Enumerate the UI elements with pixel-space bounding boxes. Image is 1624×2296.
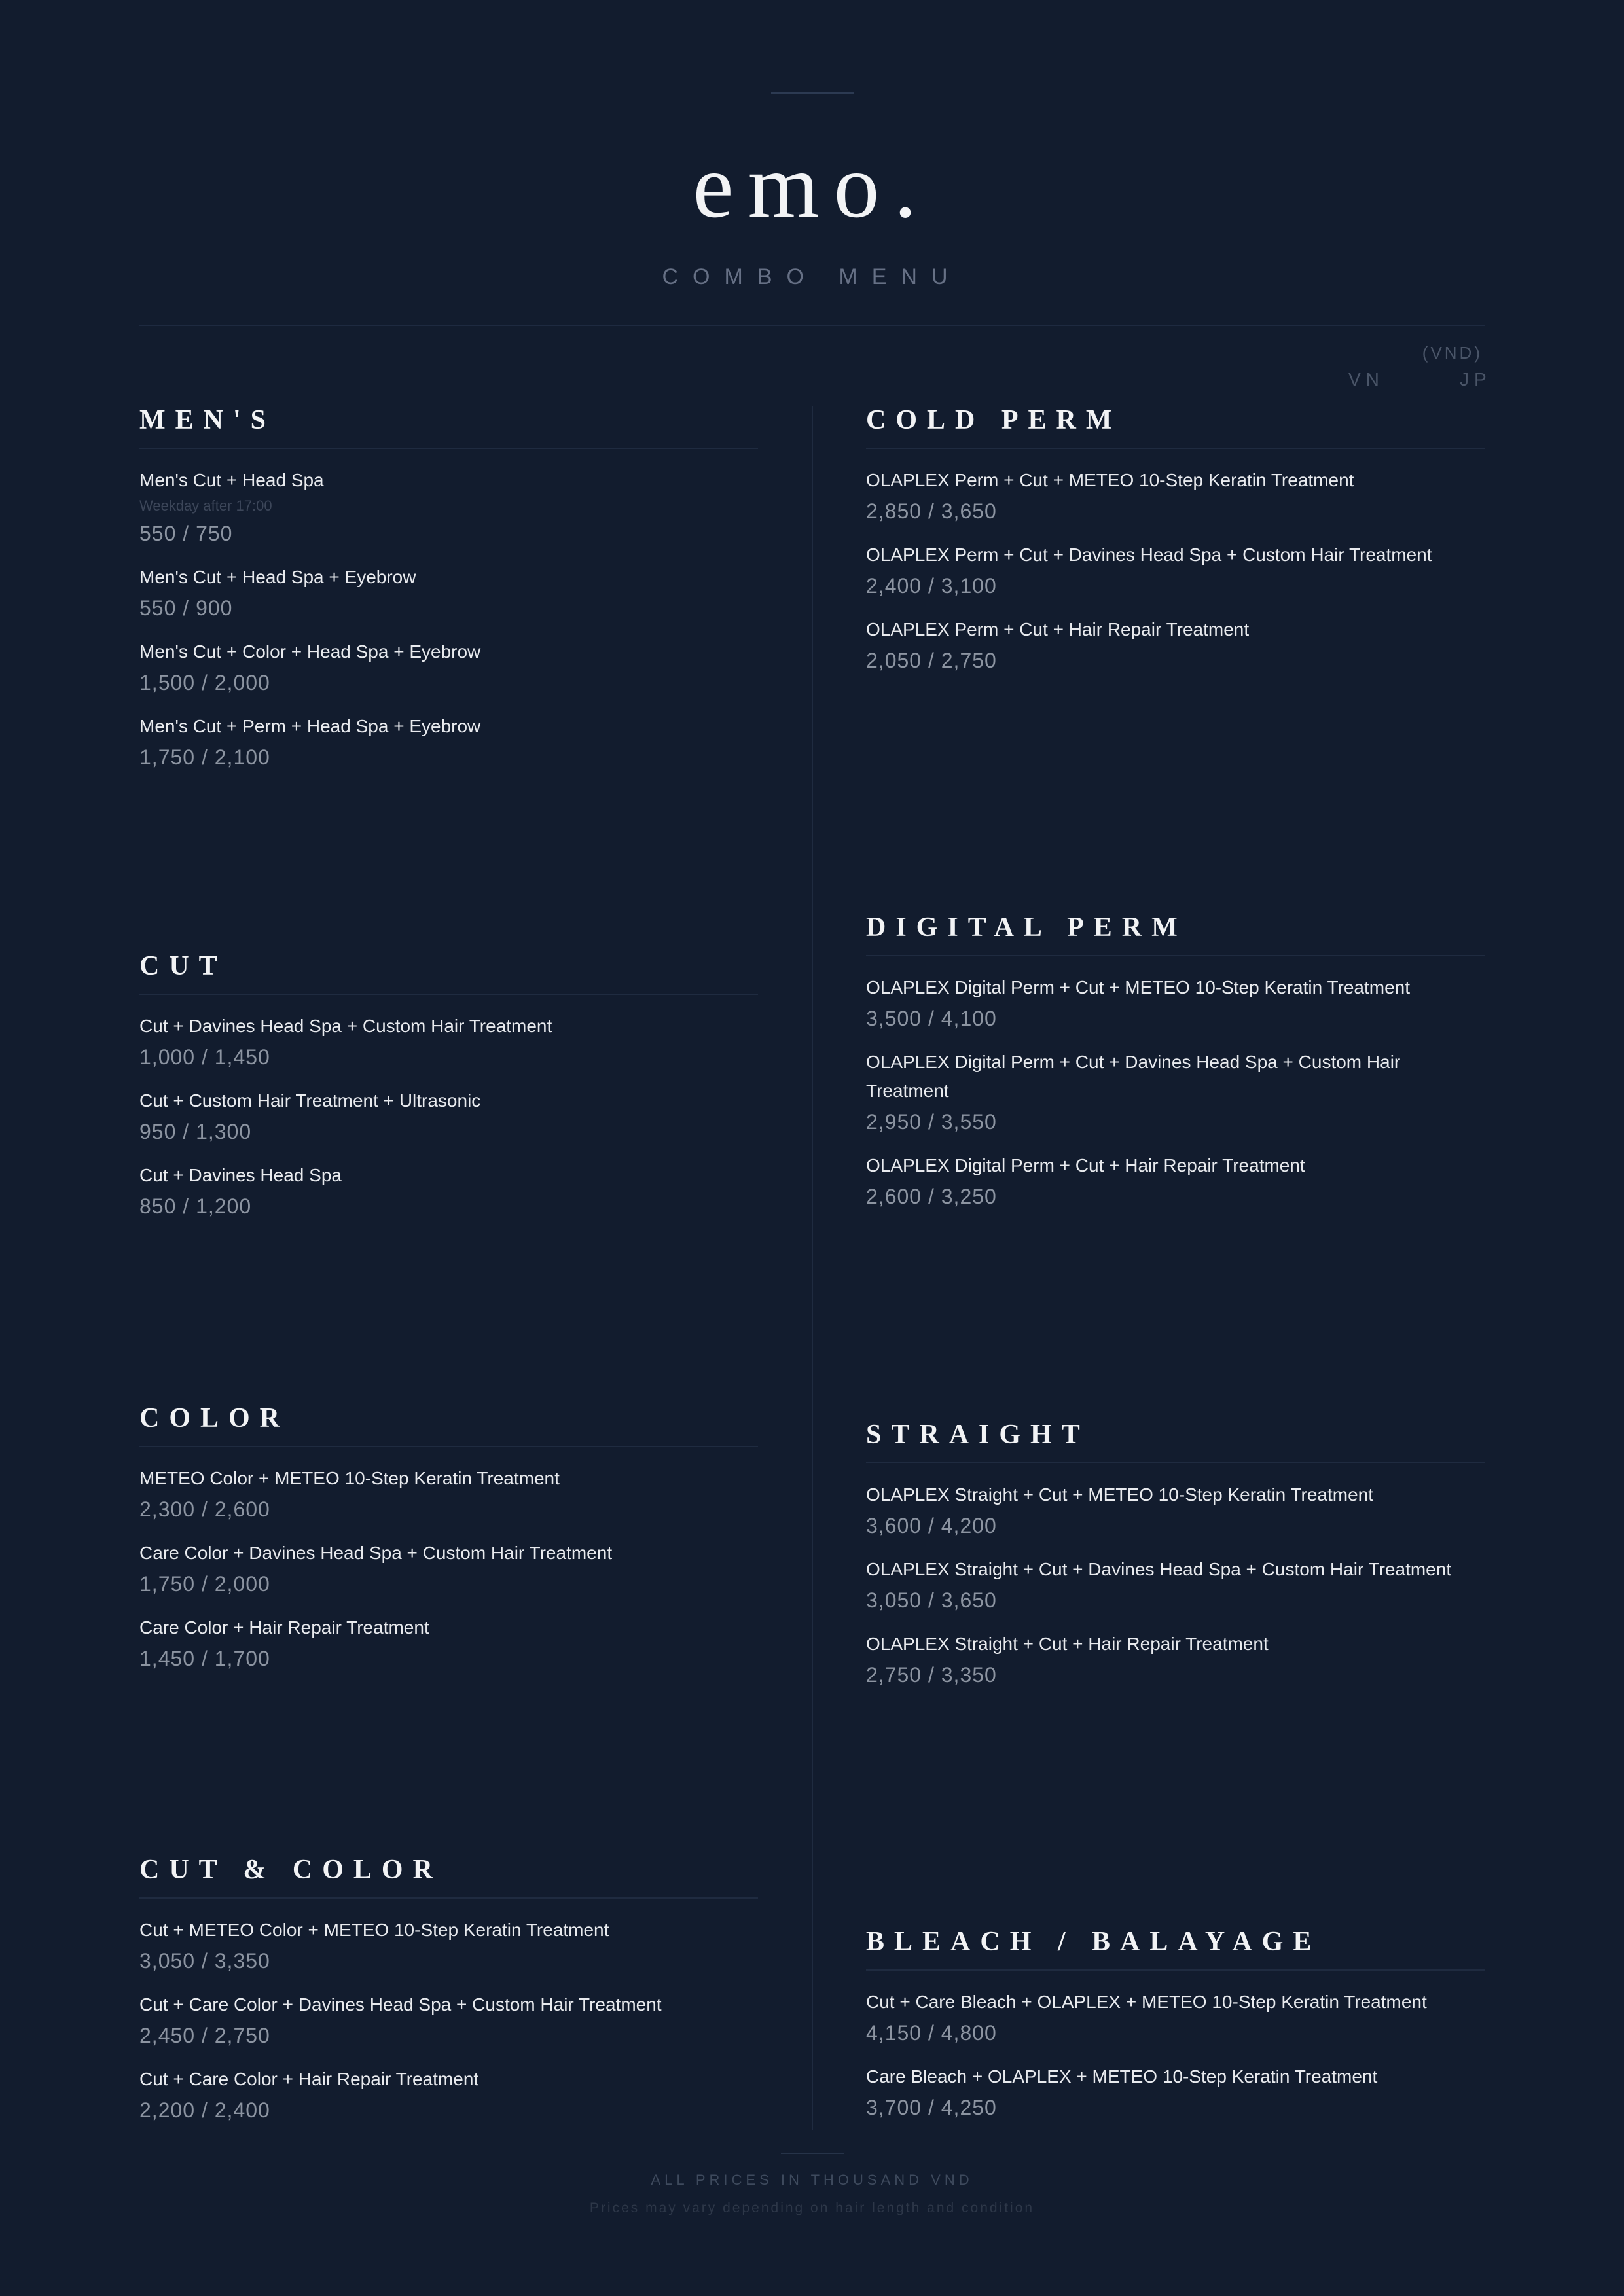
menu-item [139,466,758,550]
item-name: Cut + METEO Color + METEO 10-Step Keratin Treatment [139,1920,609,1941]
item-name: Cut + Custom Hair Treatment + Ultrasonic [139,1090,481,1111]
item-name: Care Color + Davines Head Spa + Custom Hair Treatment [139,1543,613,1564]
section-title: BLEACH / BALAYAGE [866,1926,1485,1971]
item-price: 2,850 / 3,650 [866,499,997,524]
section-title: COLOR [139,1403,758,1447]
item-price: 2,750 / 3,350 [866,1663,997,1687]
item-price: 3,050 / 3,350 [139,1949,270,1973]
section-bleach-balayage [866,1926,1485,2137]
item-price: 2,950 / 3,550 [866,1110,997,1134]
section-title: CUT & COLOR [139,1854,758,1899]
menu-item [866,1555,1485,1617]
item-name: Cut + Care Color + Davines Head Spa + Custom Hair Treatment [139,1994,662,2015]
menu-item [139,1012,758,1073]
item-name: OLAPLEX Perm + Cut + METEO 10-Step Keratin Treatment [866,470,1354,491]
item-price: 4,150 / 4,800 [866,2021,997,2045]
item-price: 1,750 / 2,000 [139,1572,270,1596]
item-name: METEO Color + METEO 10-Step Keratin Treatment [139,1468,560,1489]
item-name: Men's Cut + Color + Head Spa + Eyebrow [139,641,481,662]
footer-price-note: ALL PRICES IN THOUSAND VND [651,2172,973,2188]
item-name: OLAPLEX Straight + Cut + Hair Repair Treatment [866,1634,1269,1655]
section-title: STRAIGHT [866,1419,1485,1463]
item-note: Weekday after 17:00 [139,497,272,514]
menu-item [139,1161,758,1223]
menu-item [866,1048,1485,1138]
item-name: OLAPLEX Perm + Cut + Davines Head Spa + Custom Hair Treatment [866,545,1432,565]
footer-ornament-line [781,2153,844,2154]
menu-item [139,563,758,624]
item-name: Men's Cut + Head Spa + Eyebrow [139,567,416,588]
item-name: OLAPLEX Perm + Cut + Hair Repair Treatment [866,619,1250,640]
menu-item [139,1464,758,1526]
item-name: Cut + Care Bleach + OLAPLEX + METEO 10-Step Keratin Treatment [866,1992,1427,2013]
item-price: 2,300 / 2,600 [139,1498,270,1522]
item-price: 1,000 / 1,450 [139,1045,270,1069]
item-price: 850 / 1,200 [139,1194,252,1219]
menu-item [866,1988,1485,2049]
item-price: 550 / 900 [139,596,233,620]
price-column-vn: VN [1348,369,1384,389]
item-price: 2,200 / 2,400 [139,2098,270,2123]
menu-item [139,637,758,699]
menu-item [139,1990,758,2052]
item-price: 3,050 / 3,650 [866,1588,997,1613]
item-price: 2,600 / 3,250 [866,1185,997,1209]
item-price: 1,750 / 2,100 [139,745,270,770]
item-name: OLAPLEX Straight + Cut + Davines Head Spa + Custom Hair Treatment [866,1559,1452,1580]
item-name: Care Bleach + OLAPLEX + METEO 10-Step Keratin Treatment [866,2066,1378,2087]
top-ornament-line [771,92,854,94]
menu-item [866,1151,1485,1213]
menu-item [139,1086,758,1148]
item-price: 1,450 / 1,700 [139,1647,270,1671]
menu-item [139,712,758,774]
item-price: 3,600 / 4,200 [866,1514,997,1538]
section-cut [139,950,758,1236]
item-price: 2,050 / 2,750 [866,649,997,673]
item-name: OLAPLEX Straight + Cut + METEO 10-Step Keratin Treatment [866,1484,1374,1505]
menu-item [866,541,1485,602]
item-name: OLAPLEX Digital Perm + Cut + Davines Head Spa + Custom Hair Treatment [866,1052,1401,1102]
item-name: OLAPLEX Digital Perm + Cut + METEO 10-Step Keratin Treatment [866,977,1411,998]
item-price: 1,500 / 2,000 [139,671,270,695]
item-price: 550 / 750 [139,522,233,546]
item-price: 3,700 / 4,250 [866,2096,997,2120]
section-cold-perm [866,404,1485,690]
item-price: 2,400 / 3,100 [866,574,997,598]
footer-disclaimer: Prices may vary depending on hair length and condition [589,2200,1035,2215]
section-cut-color [139,1854,758,2140]
section-title: CUT [139,950,758,995]
item-price: 2,450 / 2,750 [139,2024,270,2048]
item-name: Men's Cut + Head Spa [139,470,324,491]
menu-item [139,1613,758,1675]
item-price: 950 / 1,300 [139,1120,252,1144]
price-column-jp: JP [1460,369,1492,389]
menu-item [866,466,1485,528]
menu-item [866,1630,1485,1691]
section-title: COLD PERM [866,404,1485,449]
section-digital-perm [866,912,1485,1226]
currency-label: (VND) [1422,343,1483,363]
header-divider [139,325,1485,326]
menu-item [866,615,1485,677]
item-name: OLAPLEX Digital Perm + Cut + Hair Repair Treatment [866,1155,1305,1176]
item-name: Cut + Care Color + Hair Repair Treatment [139,2069,479,2090]
menu-subtitle: COMBO MENU [662,264,962,289]
column-divider [812,406,813,2130]
item-name: Cut + Davines Head Spa + Custom Hair Treatment [139,1016,552,1037]
menu-item [139,1916,758,1977]
menu-item [866,2062,1485,2124]
section-straight [866,1419,1485,1704]
menu-item [866,973,1485,1035]
menu-item [139,2065,758,2126]
section-title: DIGITAL PERM [866,912,1485,956]
item-name: Cut + Davines Head Spa [139,1165,342,1186]
item-name: Care Color + Hair Repair Treatment [139,1617,429,1638]
menu-item [866,1480,1485,1542]
brand-logo: emo. [693,135,931,237]
section-color [139,1403,758,1688]
item-price: 3,500 / 4,100 [866,1007,997,1031]
section-title: MEN'S [139,404,758,449]
item-name: Men's Cut + Perm + Head Spa + Eyebrow [139,716,481,737]
section-mens [139,404,758,787]
menu-item [139,1539,758,1600]
